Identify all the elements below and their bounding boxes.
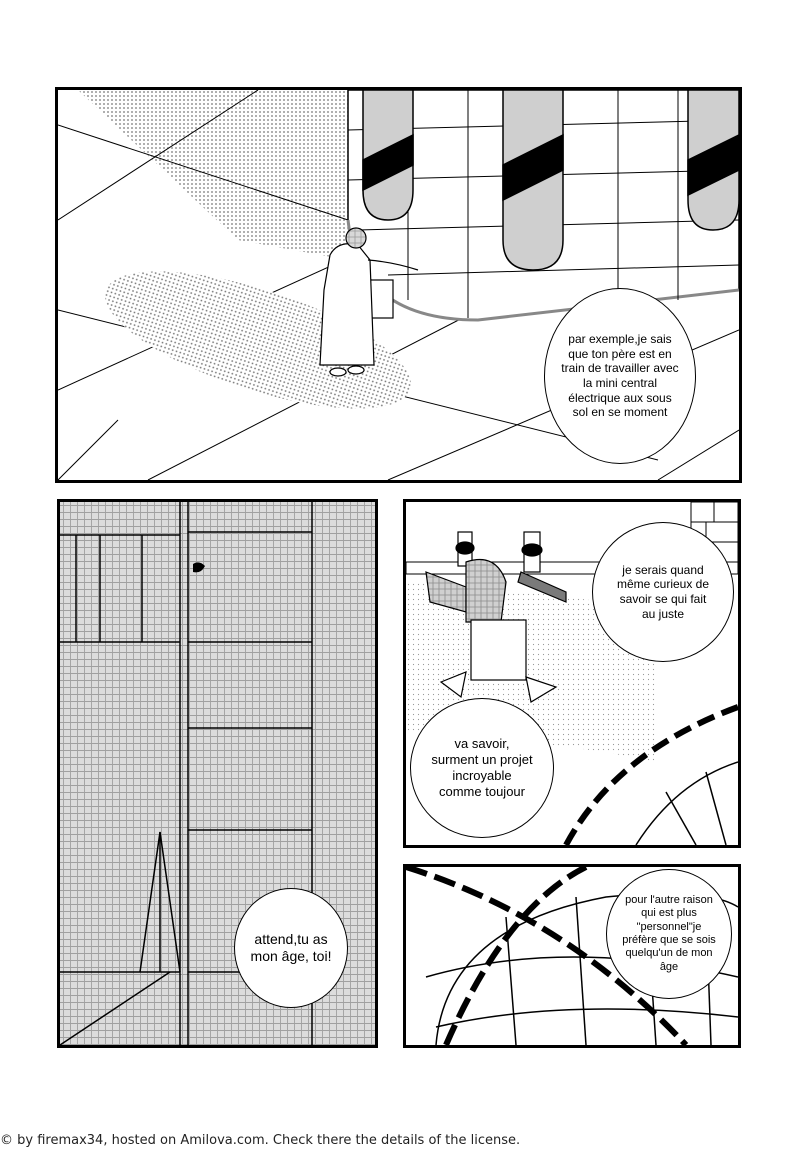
speech-bubble xyxy=(544,288,696,464)
speech-text: je serais quand même curieux de savoir se qui fait au juste xyxy=(616,562,710,621)
panel-3 xyxy=(403,499,741,848)
speech-text: attend,tu as mon âge, toi! xyxy=(250,930,332,964)
license-credit: © by firemax34, hosted on Amilova.com. Check there the details of the license. xyxy=(0,1133,521,1148)
speech-bubble xyxy=(410,698,554,838)
speech-text: par exemple,je sais que ton père est en train de travailler avec la mini central électrique aux sous sol en se moment xyxy=(561,332,679,420)
speech-bubble xyxy=(606,869,732,999)
panel-1 xyxy=(55,87,742,483)
panel-2 xyxy=(57,499,378,1048)
speech-bubble xyxy=(592,522,734,662)
speech-text: va savoir, surment un projet incroyable comme toujour xyxy=(431,736,533,799)
speech-text: pour l'autre raison qui est plus "personnel"je préfère que se sois quelqu'un de mon âge xyxy=(622,893,716,973)
speech-bubble xyxy=(234,888,348,1008)
panel-4 xyxy=(403,864,741,1048)
